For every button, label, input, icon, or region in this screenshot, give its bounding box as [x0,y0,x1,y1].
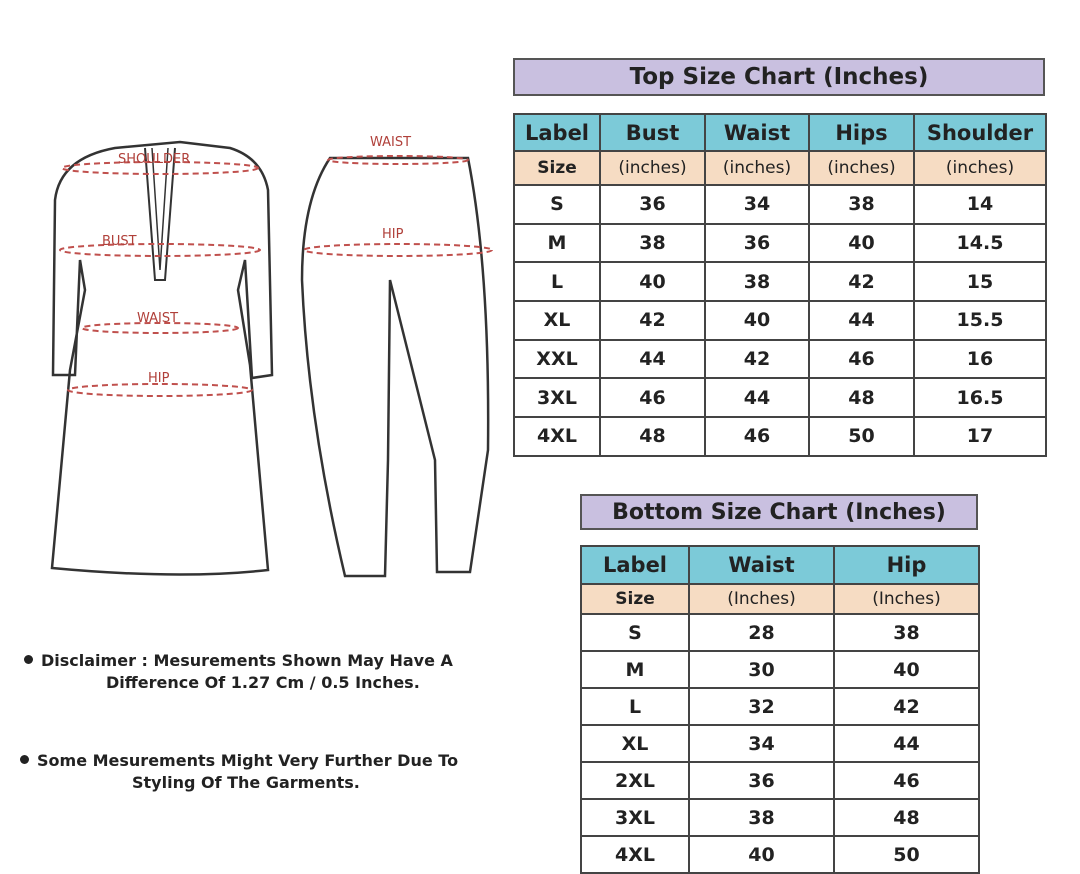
top-units-bust: (inches) [600,151,705,185]
top-size-cell: 14.5 [914,224,1046,263]
top-size-row [514,224,1046,263]
top-size-cell: 36 [600,185,705,224]
bottom-size-cell: 40 [834,651,979,688]
bottom-chart-title: Bottom Size Chart (Inches) [580,494,978,530]
top-size-cell: 48 [600,417,705,456]
top-size-cell: S [514,185,600,224]
top-size-cell: 44 [705,378,809,417]
kurta-drawing [52,142,272,575]
top-size-cell: 40 [600,262,705,301]
top-size-cell: 15 [914,262,1046,301]
styling-line1: Some Mesurements Might Very Further Due To [37,751,459,770]
kurta-shoulder-label: SHOULDER [118,152,191,167]
top-units-row [514,151,1046,185]
bottom-size-row [581,799,979,836]
bullet-icon [24,655,33,664]
top-size-cell: XXL [514,340,600,379]
top-size-cell: 42 [809,262,914,301]
bottom-size-cell: 50 [834,836,979,873]
bottom-size-cell: S [581,614,689,651]
kurta-waist-label: WAIST [137,311,179,326]
bottom-size-row [581,725,979,762]
top-header-row [514,114,1046,151]
bottom-size-cell: L [581,688,689,725]
top-size-cell: 16 [914,340,1046,379]
top-size-cell: 34 [705,185,809,224]
bottom-size-cell: 42 [834,688,979,725]
top-size-cell: 4XL [514,417,600,456]
top-header-bust: Bust [600,114,705,151]
bottom-size-cell: 34 [689,725,834,762]
top-size-cell: 38 [705,262,809,301]
top-header-shoulder: Shoulder [914,114,1046,151]
top-size-cell: M [514,224,600,263]
bottom-size-row [581,651,979,688]
bottom-size-row [581,614,979,651]
bottom-units-waist: (Inches) [689,584,834,614]
top-size-row [514,262,1046,301]
top-header-waist: Waist [705,114,809,151]
bottom-size-row [581,836,979,873]
styling-line2: Styling Of The Garments. [132,773,360,792]
pants-drawing [302,158,488,576]
garment-illustration [40,120,510,590]
bottom-size-cell: 44 [834,725,979,762]
top-size-cell: 40 [809,224,914,263]
bottom-size-row [581,762,979,799]
top-size-cell: L [514,262,600,301]
top-size-row [514,185,1046,224]
pants-waist-label: WAIST [370,135,412,150]
bottom-size-row [581,688,979,725]
disclaimer-line1: Disclaimer : Mesurements Shown May Have A [41,651,453,670]
bottom-size-cell: 38 [834,614,979,651]
bottom-size-cell: 3XL [581,799,689,836]
bottom-size-cell: 32 [689,688,834,725]
bottom-header-label: Label [581,546,689,584]
bottom-size-cell: 36 [689,762,834,799]
disclaimer-line2: Difference Of 1.27 Cm / 0.5 Inches. [106,673,420,692]
bottom-header-waist: Waist [689,546,834,584]
bottom-size-cell: 28 [689,614,834,651]
kurta-hip-label: HIP [148,371,170,386]
top-size-row [514,340,1046,379]
bottom-header-hip: Hip [834,546,979,584]
top-size-cell: 48 [809,378,914,417]
bottom-size-cell: 46 [834,762,979,799]
top-size-cell: 42 [705,340,809,379]
top-chart-title: Top Size Chart (Inches) [513,58,1045,96]
kurta-bust-label: BUST [102,234,137,249]
top-size-cell: 42 [600,301,705,340]
bottom-size-cell: 38 [689,799,834,836]
bottom-size-cell: XL [581,725,689,762]
pants-hip-label: HIP [382,227,404,242]
top-size-table [513,113,1047,457]
top-units-size: Size [514,151,600,185]
top-units-hips: (inches) [809,151,914,185]
top-header-hips: Hips [809,114,914,151]
bottom-size-cell: 40 [689,836,834,873]
top-size-row [514,301,1046,340]
top-size-cell: 3XL [514,378,600,417]
top-size-row [514,417,1046,456]
bottom-units-row [581,584,979,614]
top-size-cell: XL [514,301,600,340]
bottom-size-cell: 48 [834,799,979,836]
top-size-cell: 46 [705,417,809,456]
top-size-cell: 17 [914,417,1046,456]
top-size-cell: 50 [809,417,914,456]
bottom-size-cell: M [581,651,689,688]
top-size-cell: 14 [914,185,1046,224]
top-size-cell: 16.5 [914,378,1046,417]
bottom-size-rows [581,614,979,873]
top-units-shoulder: (inches) [914,151,1046,185]
top-size-cell: 46 [809,340,914,379]
top-size-cell: 38 [809,185,914,224]
styling-note [20,750,458,794]
top-units-waist: (inches) [705,151,809,185]
bottom-size-table [580,545,980,874]
disclaimer-note [24,650,453,694]
top-size-cell: 46 [600,378,705,417]
bottom-units-size: Size [581,584,689,614]
top-size-cell: 15.5 [914,301,1046,340]
top-size-row [514,378,1046,417]
top-size-rows [514,185,1046,456]
bottom-size-cell: 30 [689,651,834,688]
bottom-size-cell: 2XL [581,762,689,799]
top-size-cell: 38 [600,224,705,263]
bottom-header-row [581,546,979,584]
top-size-cell: 44 [809,301,914,340]
top-size-cell: 44 [600,340,705,379]
top-header-label: Label [514,114,600,151]
bullet-icon [20,755,29,764]
bottom-units-hip: (Inches) [834,584,979,614]
bottom-size-cell: 4XL [581,836,689,873]
top-size-cell: 36 [705,224,809,263]
top-size-cell: 40 [705,301,809,340]
